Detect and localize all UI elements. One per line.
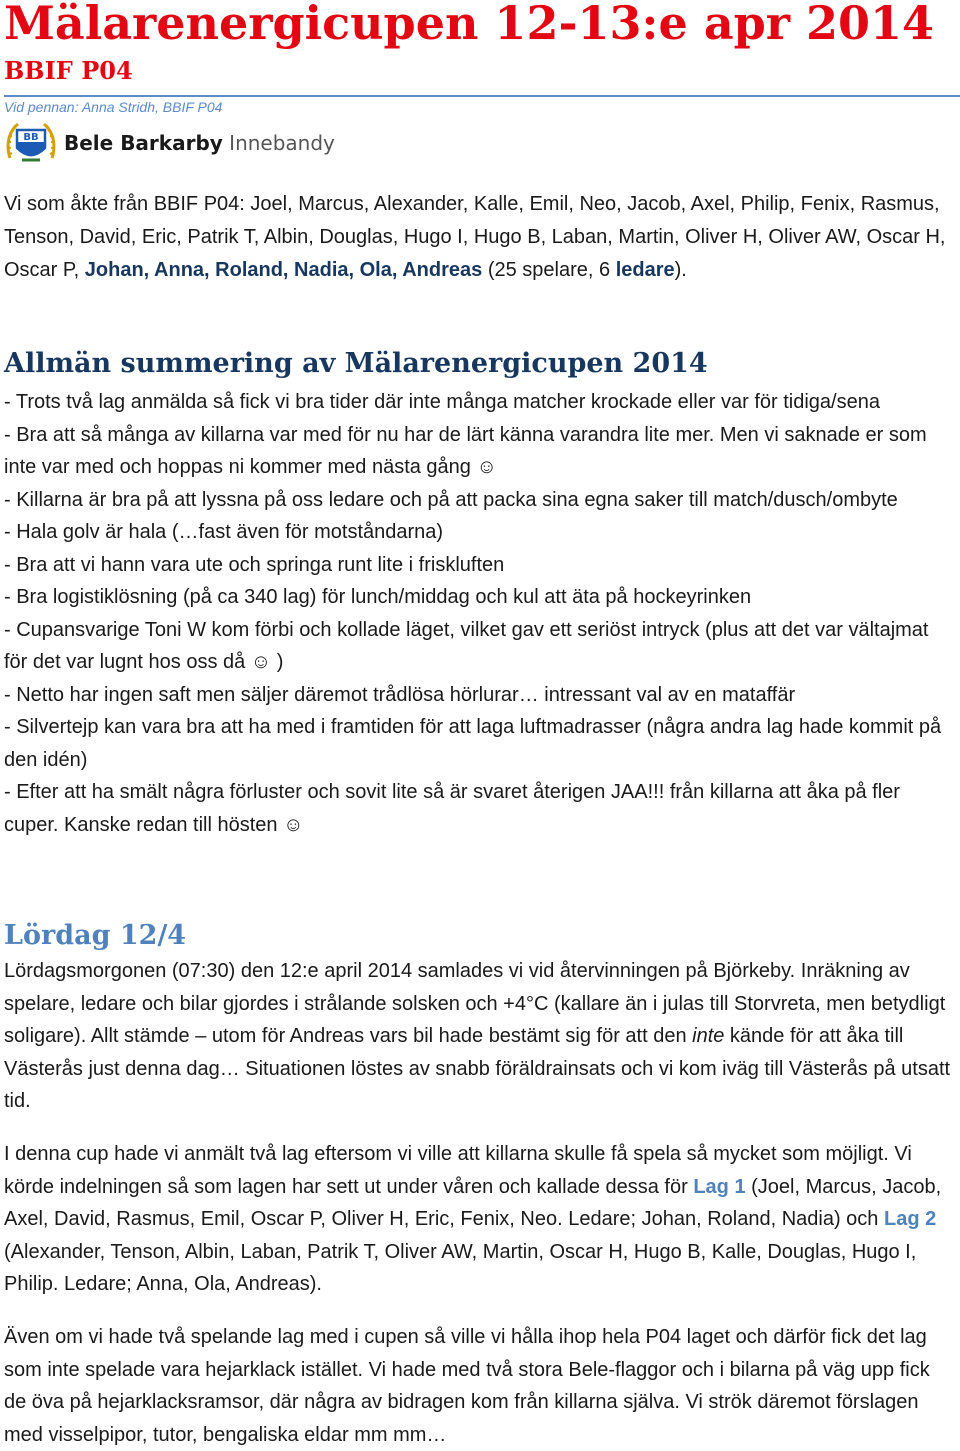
summary-item: - Efter att ha smält några förluster och sovit lite så är svaret återigen JAA!!! från killarna att åka på fler cuper. Kanske redan till hösten ☺: [4, 781, 900, 836]
summary-item: - Silvertejp kan vara bra att ha med i framtiden för att laga luftmadrasser (några andra lag hade kommit på den idén): [4, 716, 942, 771]
summary-item: - Netto har ingen saft men säljer däremot trådlösa hörlurar… intressant val av en mataffär: [4, 683, 796, 706]
summary-item: - Hala golv är hala (…fast även för motståndarna): [4, 521, 444, 543]
participants-list: Vi som åkte från BBIF P04: Joel, Marcus, Alexander, Kalle, Emil, Neo, Jacob, Axel, Philip, Fenix, Rasmus, Tenson, David, Eric, Patrik T, Albin, Douglas, Hugo I, Hugo B, Laban, Martin, Oliver H, Oliver AW, Oscar H, Oscar P,: [4, 193, 946, 281]
summary-item: - Bra logistiklösning (på ca 340 lag) för lunch/middag och kul att äta på hockeyrinken: [4, 586, 752, 608]
page-title: Mälarenergicupen 12-13:e apr 2014: [4, 0, 935, 50]
team-1-members: (Joel, Marcus, Jacob, Axel, David, Rasmus, Emil, Oscar P, Oliver H, Eric, Fenix, Neo. Ledare; Johan, Roland, Nadia) och: [4, 1175, 942, 1230]
summary-item: - Trots två lag anmälda så fick vi bra tider där inte många matcher krockade eller var för tidiga/sena: [4, 391, 880, 413]
leaders-list: Johan, Anna, Roland, Nadia, Ola, Andreas: [84, 259, 483, 281]
saturday-paragraph-3: Även om vi hade två spelande lag med i cupen så ville vi hålla ihop hela P04 laget och därför fick det lag som inte spelade vara hejarklack istället. Vi hade med två stora Bele-flaggor och i bilarna på väg upp fick de öva på hejarklacksramsor, där några av bidragen kom från killarna själva. Vi strök däremot förslagen med visselpipor, tutor, bengaliska eldar mm mm…: [4, 1326, 930, 1446]
summary-heading: Allmän summering av Mälarenergicupen 2014: [4, 348, 708, 379]
saturday-text: kände för att åka till Västerås just denna dag… Situationen löstes av snabb föräldrainsats och vi kom iväg till Västerås på utsatt tid.: [4, 1025, 951, 1112]
emphasis-text: inte: [692, 1025, 725, 1047]
crest-letters: BB: [23, 132, 39, 143]
team-2-label: Lag 2: [883, 1208, 937, 1230]
saturday-paragraph-1: [4, 955, 956, 1118]
club-logo: [4, 118, 335, 168]
summary-list: [4, 386, 956, 841]
count-suffix: ).: [674, 259, 687, 281]
summary-item: - Bra att vi hann vara ute och springa runt lite i friskluften: [4, 553, 505, 576]
club-name-light: Innebandy: [229, 131, 335, 155]
teams-text: I denna cup hade vi anmält två lag eftersom vi ville att killarna skulle få spela så mycket som möjligt. Vi körde indelningen så som lagen har sett ut under våren och kallade dessa för: [4, 1143, 912, 1198]
count-prefix: (25 spelare, 6: [482, 259, 616, 281]
summary-item: - Bra att så många av killarna var med för nu har de lärt känna varandra lite mer. Men vi saknade er som inte var med och hoppas ni kommer med nästa gång ☺: [4, 423, 927, 478]
summary-item: - Killarna är bra på att lyssna på oss ledare och på att packa sina egna saker till match/dusch/ombyte: [4, 488, 898, 511]
team-1-label: Lag 1: [693, 1175, 746, 1198]
summary-item: - Cupansvarige Toni W kom förbi och kollade läget, vilket gav ett seriöst intryck (plus att det var vältajmat för det var lugnt hos oss då ☺ ): [4, 618, 929, 673]
club-crest-icon: [4, 118, 58, 168]
saturday-heading: Lördag 12/4: [4, 920, 187, 951]
club-name: [64, 130, 335, 156]
page-subtitle: BBIF P04: [4, 56, 133, 85]
club-name-bold: Bele Barkarby: [64, 131, 223, 155]
saturday-text: Lördagsmorgonen (07:30) den 12:e april 2014 samlades vi vid återvinningen på Björkeby. Inräkning av spelare, ledare och bilar gjordes i strålande solsken och +4°C (kallare än i julas till Storvreta, men betydligt soligare). Allt stämde – utom för Andreas vars bil hade bestämt sig för att den: [4, 960, 946, 1047]
count-leaders: ledare: [615, 259, 675, 281]
team-2-members: (Alexander, Tenson, Albin, Laban, Patrik T, Oliver AW, Martin, Oscar H, Hugo B, Kalle, Douglas, Hugo I, Philip. Ledare; Anna, Ola, Andreas).: [4, 1240, 917, 1295]
participants-paragraph: [4, 188, 956, 287]
saturday-paragraph-2: [4, 1138, 956, 1301]
author-byline: Vid pennan: Anna Stridh, BBIF P04: [4, 99, 223, 115]
